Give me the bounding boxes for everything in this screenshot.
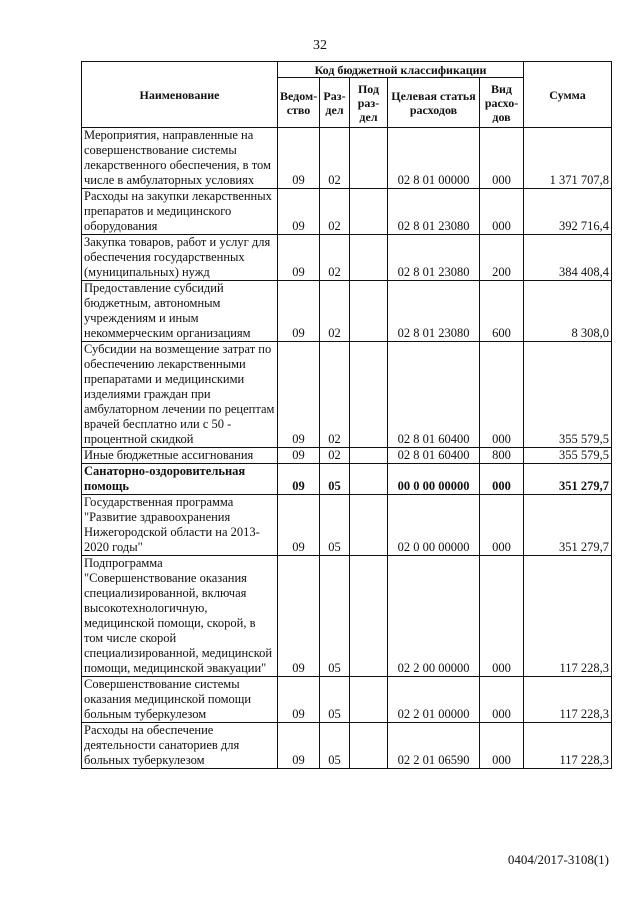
table-row	[82, 342, 612, 448]
row-sum: 355 579,5	[524, 342, 612, 448]
document-code: 0404/2017-3108(1)	[507, 852, 609, 867]
row-name: Государственная программа "Развитие здравоохранения Нижегородской области на 2013-2020 годы"	[82, 495, 278, 556]
row-podrazdel	[350, 448, 388, 464]
row-name: Субсидии на возмещение затрат по обеспечению лекарственными препаратами и медицинскими изделиями граждан при амбулаторном лечении по рецептам врачей бесплатно или с 50 - процентной скидкой	[82, 342, 278, 448]
row-sum: 384 408,4	[524, 235, 612, 281]
row-sum: 355 579,5	[524, 448, 612, 464]
row-name: Предоставление субсидий бюджетным, автономным учреждениям и иным некоммерческим организациям	[82, 281, 278, 342]
row-sum: 117 228,3	[524, 556, 612, 677]
row-target: 02 2 00 00000	[388, 556, 480, 677]
row-name: Иные бюджетные ассигнования	[82, 448, 278, 464]
row-name: Мероприятия, направленные на совершенствование системы лекарственного обеспечения, в том числе в амбулаторных условиях	[82, 128, 278, 189]
budget-table	[81, 61, 612, 769]
row-target: 02 2 01 00000	[388, 677, 480, 723]
header-target: Целевая статья расходов	[388, 78, 480, 128]
row-razdel: 02	[320, 448, 350, 464]
row-vid: 000	[480, 464, 524, 495]
table-row	[82, 128, 612, 189]
row-target: 02 2 01 06590	[388, 723, 480, 769]
table-row	[82, 235, 612, 281]
table-row	[82, 677, 612, 723]
row-name: Расходы на обеспечение деятельности санаториев для больных туберкулезом	[82, 723, 278, 769]
row-target: 02 8 01 60400	[388, 342, 480, 448]
row-vedomstvo: 09	[278, 235, 320, 281]
row-sum: 351 279,7	[524, 464, 612, 495]
row-razdel: 02	[320, 235, 350, 281]
row-vid: 000	[480, 556, 524, 677]
row-razdel: 05	[320, 556, 350, 677]
row-vedomstvo: 09	[278, 677, 320, 723]
row-vid: 800	[480, 448, 524, 464]
row-sum: 392 716,4	[524, 189, 612, 235]
row-podrazdel	[350, 235, 388, 281]
header-sum: Сумма	[524, 62, 612, 128]
row-vid: 600	[480, 281, 524, 342]
row-razdel: 02	[320, 128, 350, 189]
row-razdel: 02	[320, 189, 350, 235]
table-row	[82, 189, 612, 235]
row-name: Расходы на закупки лекарственных препаратов и медицинского оборудования	[82, 189, 278, 235]
row-vedomstvo: 09	[278, 448, 320, 464]
row-vid: 000	[480, 342, 524, 448]
header-vedomstvo: Ведом-ство	[278, 78, 320, 128]
row-vedomstvo: 09	[278, 128, 320, 189]
row-name: Подпрограмма "Совершенствование оказания специализированной, включая высокотехнологичную, медицинской помощи, скорой, в том числе скорой специализированной, медицинской помощи, медицинской эвакуации"	[82, 556, 278, 677]
row-name: Закупка товаров, работ и услуг для обеспечения государственных (муниципальных) нужд	[82, 235, 278, 281]
row-podrazdel	[350, 723, 388, 769]
row-vid: 000	[480, 128, 524, 189]
row-target: 00 0 00 00000	[388, 464, 480, 495]
table-row	[82, 464, 612, 495]
row-vedomstvo: 09	[278, 723, 320, 769]
row-razdel: 05	[320, 464, 350, 495]
table-row	[82, 556, 612, 677]
header-podrazdel: Под раз-дел	[350, 78, 388, 128]
row-podrazdel	[350, 128, 388, 189]
row-podrazdel	[350, 677, 388, 723]
row-name: Совершенствование системы оказания медицинской помощи больным туберкулезом	[82, 677, 278, 723]
row-name: Санаторно-оздоровительная помощь	[82, 464, 278, 495]
row-podrazdel	[350, 342, 388, 448]
row-target: 02 0 00 00000	[388, 495, 480, 556]
row-sum: 351 279,7	[524, 495, 612, 556]
row-target: 02 8 01 60400	[388, 448, 480, 464]
table-row	[82, 723, 612, 769]
row-sum: 117 228,3	[524, 677, 612, 723]
table-row	[82, 281, 612, 342]
row-razdel: 02	[320, 342, 350, 448]
row-podrazdel	[350, 281, 388, 342]
row-razdel: 05	[320, 723, 350, 769]
header-razdel: Раз-дел	[320, 78, 350, 128]
row-vedomstvo: 09	[278, 556, 320, 677]
row-sum: 8 308,0	[524, 281, 612, 342]
row-sum: 1 371 707,8	[524, 128, 612, 189]
row-target: 02 8 01 00000	[388, 128, 480, 189]
row-target: 02 8 01 23080	[388, 281, 480, 342]
page-number: 32	[313, 38, 327, 53]
row-podrazdel	[350, 556, 388, 677]
row-target: 02 8 01 23080	[388, 189, 480, 235]
row-vid: 000	[480, 495, 524, 556]
table-row	[82, 495, 612, 556]
row-razdel: 05	[320, 677, 350, 723]
row-target: 02 8 01 23080	[388, 235, 480, 281]
row-vid: 000	[480, 723, 524, 769]
row-vedomstvo: 09	[278, 495, 320, 556]
row-vedomstvo: 09	[278, 281, 320, 342]
row-podrazdel	[350, 189, 388, 235]
row-razdel: 02	[320, 281, 350, 342]
row-podrazdel	[350, 495, 388, 556]
row-sum: 117 228,3	[524, 723, 612, 769]
header-vid: Вид расхо-дов	[480, 78, 524, 128]
row-vid: 000	[480, 189, 524, 235]
header-budget-code: Код бюджетной классификации	[278, 62, 524, 78]
row-vid: 000	[480, 677, 524, 723]
row-razdel: 05	[320, 495, 350, 556]
row-vid: 200	[480, 235, 524, 281]
header-name: Наименование	[82, 62, 278, 128]
row-vedomstvo: 09	[278, 189, 320, 235]
row-vedomstvo: 09	[278, 464, 320, 495]
row-vedomstvo: 09	[278, 342, 320, 448]
row-podrazdel	[350, 464, 388, 495]
table-row	[82, 448, 612, 464]
